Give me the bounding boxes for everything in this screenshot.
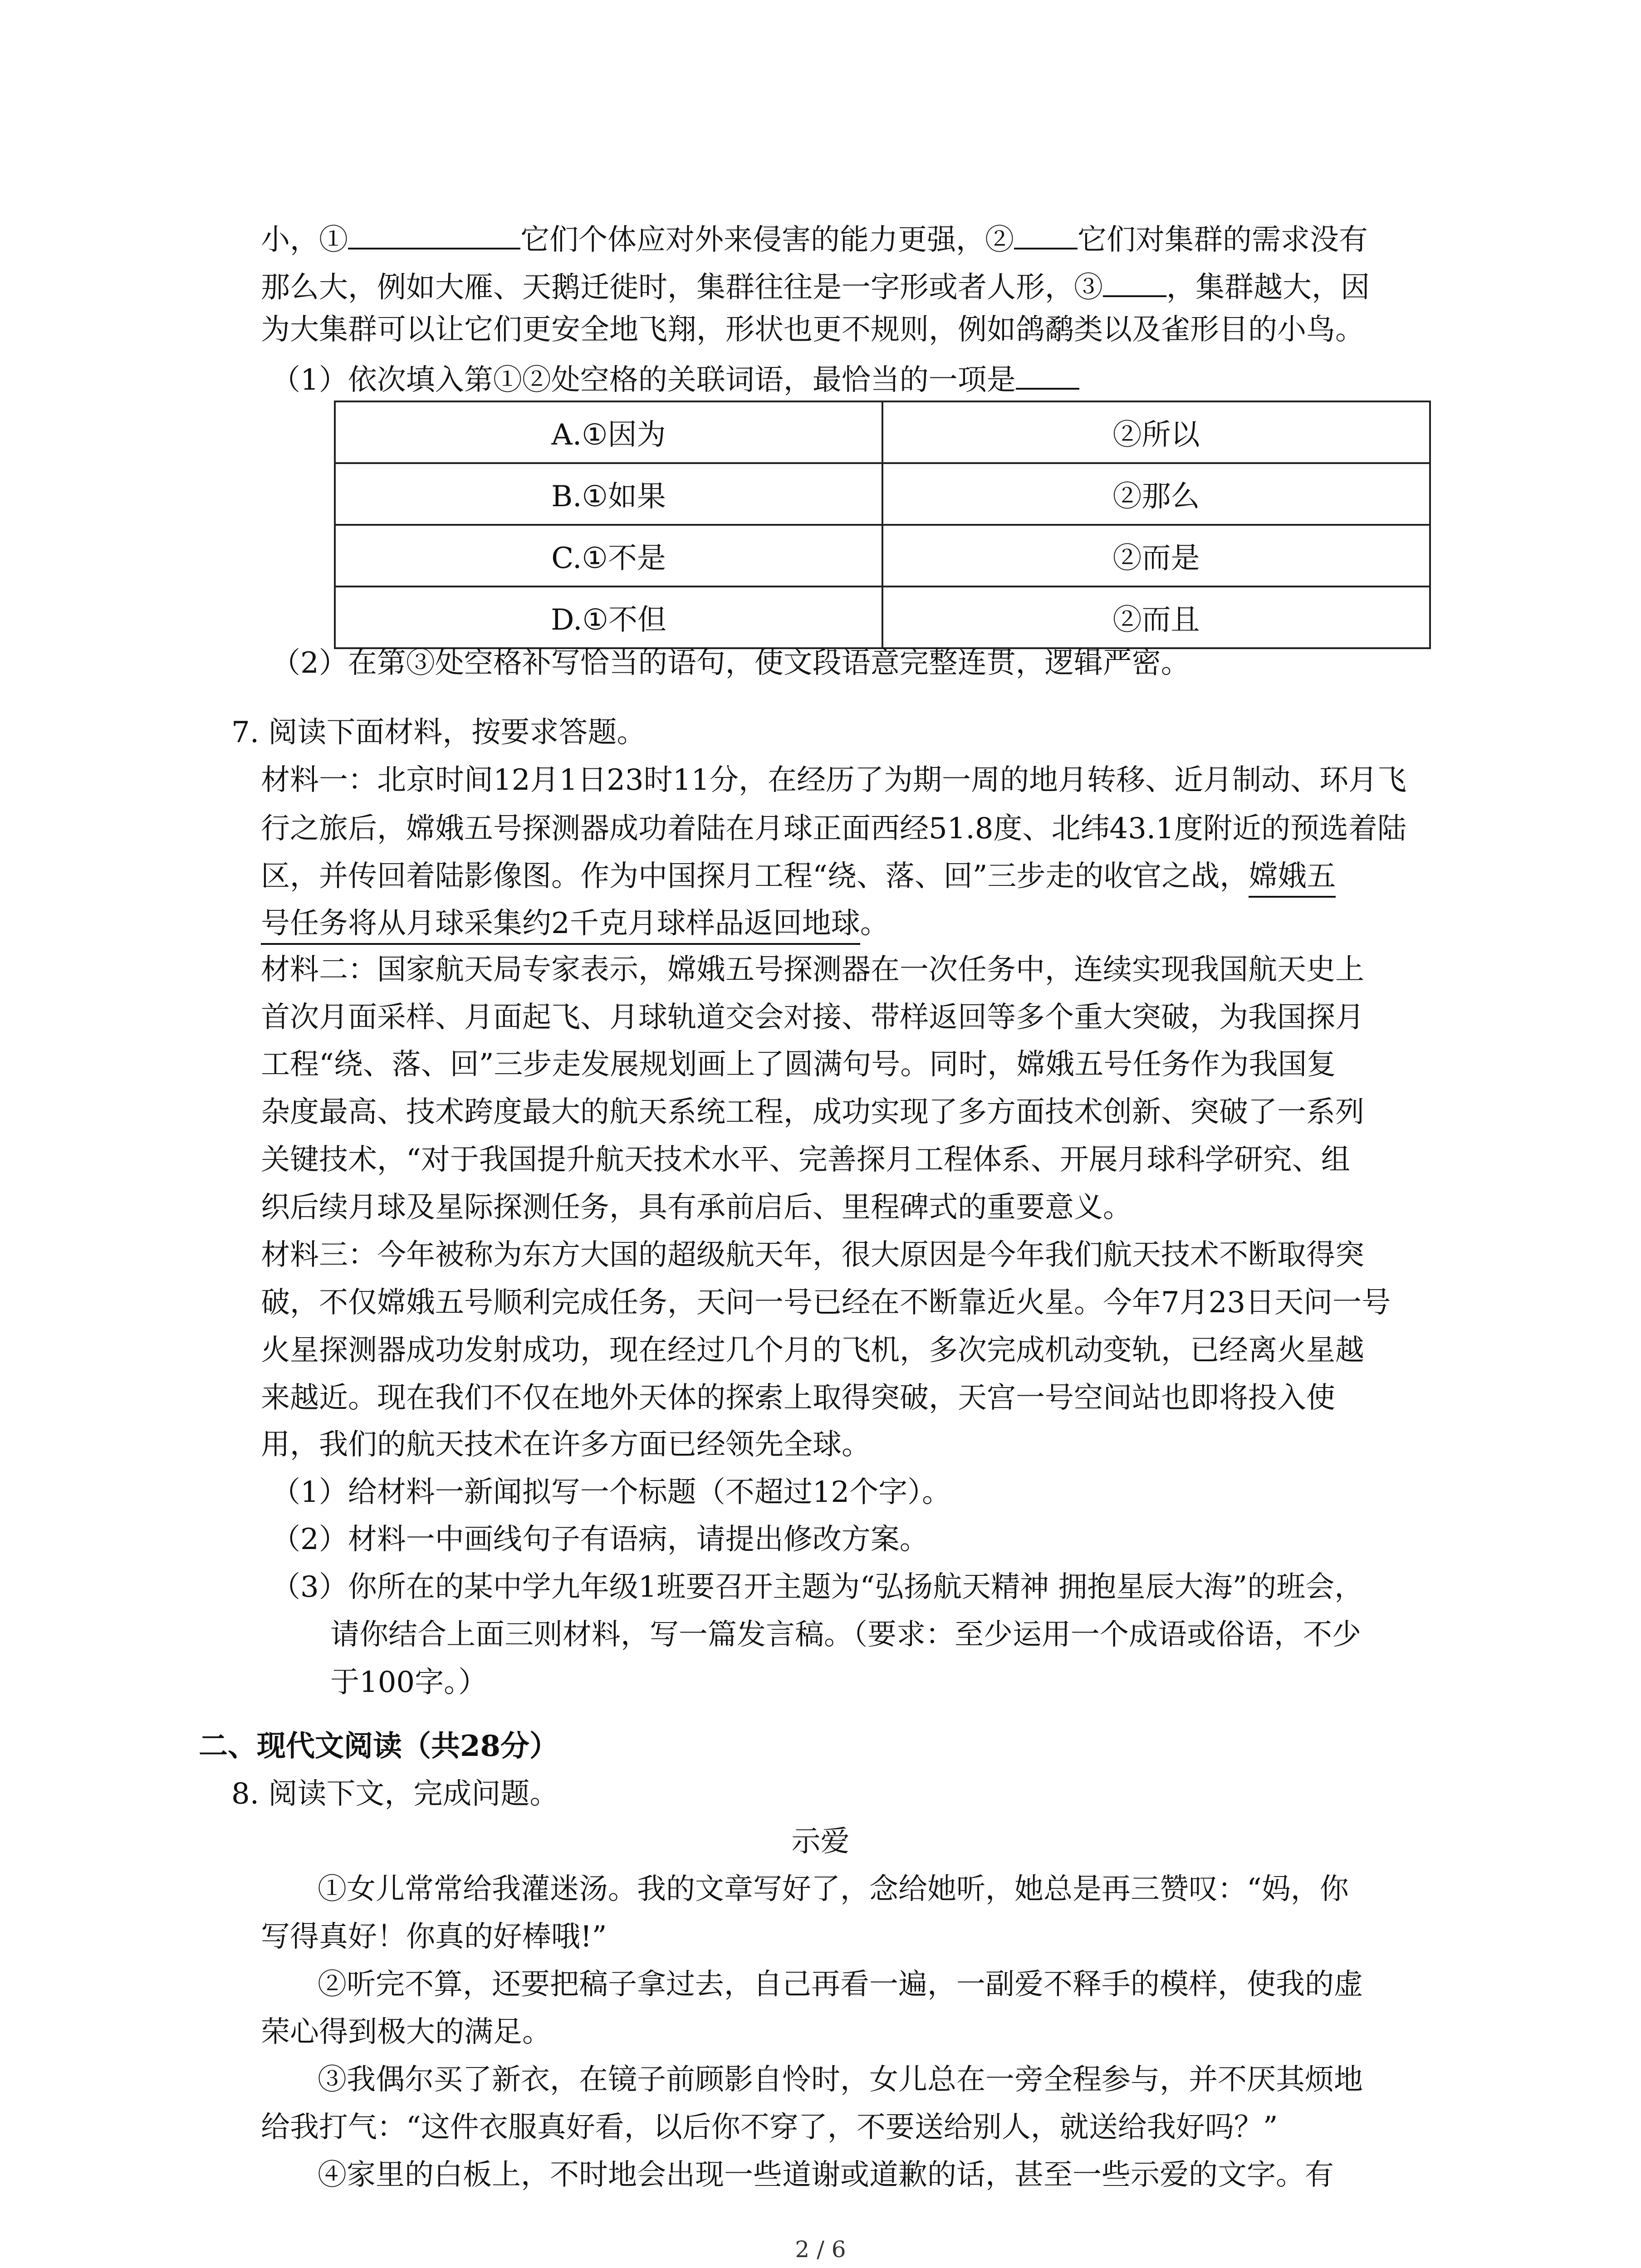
blank-1 xyxy=(348,220,520,249)
text-fragment: 它们个体应对外来侵害的能力更强，② xyxy=(520,223,1014,257)
subquestion-3-line: 请你结合上面三则材料，写一篇发言稿。（要求：至少运用一个成语或俗语，不少 xyxy=(330,1618,1361,1652)
options-table xyxy=(334,401,1431,649)
underlined-sentence: 号任务将从月球采集约2千克月球样品返回地球 xyxy=(261,907,860,945)
option-d-right: ②而且 xyxy=(882,587,1430,648)
passage-line: ④家里的白板上，不时地会出现一些道谢或道歉的话，甚至一些示爱的文字。有 xyxy=(318,2158,1334,2192)
text-fragment: ，集群越大，因 xyxy=(1166,271,1370,304)
table-row xyxy=(335,525,1430,587)
text-line: 为大集群可以让它们更安全地飞翔，形状也更不规则，例如鸽鹬类以及雀形目的小鸟。 xyxy=(261,313,1364,347)
text-line xyxy=(261,268,1370,302)
material-1-line xyxy=(261,909,889,938)
material-2-line: 首次月面采样、月面起飞、月球轨道交会对接、带样返回等多个重大突破，为我国探月 xyxy=(261,1001,1364,1034)
text-fragment: 。 xyxy=(860,907,889,940)
passage-line: ③我偶尔买了新衣，在镜子前顾影自怜时，女儿总在一旁全程参与，并不厌其烦地 xyxy=(318,2063,1363,2097)
material-3-line: 用，我们的航天技术在许多方面已经领先全球。 xyxy=(261,1428,871,1461)
material-2-line: 材料二：国家航天局专家表示，嫦娥五号探测器在一次任务中，连续实现我国航天史上 xyxy=(261,953,1364,987)
material-2-line: 织后续月球及星际探测任务，具有承前启后、里程碑式的重要意义。 xyxy=(261,1191,1132,1224)
blank-2 xyxy=(1014,220,1078,249)
option-a-right: ②所以 xyxy=(882,401,1430,463)
subquestion-1: （1）给材料一新闻拟写一个标题（不超过12个字）。 xyxy=(271,1476,951,1509)
passage-title: 示爱 xyxy=(791,1825,850,1858)
passage-line: 写得真好！你真的好棒哦!” xyxy=(261,1920,607,1954)
material-3-line: 来越近。现在我们不仅在地外天体的探索上取得突破，天宫一号空间站也即将投入使 xyxy=(261,1381,1335,1415)
section-heading: 二、现代文阅读（共28分） xyxy=(199,1729,559,1763)
passage-line: ①女儿常常给我灌迷汤。我的文章写好了，念给她听，她总是再三赞叹：“妈，你 xyxy=(318,1872,1349,1906)
passage-line: 给我打气：“这件衣服真好看，以后你不穿了，不要送给别人，就送给我好吗？” xyxy=(261,2111,1278,2144)
material-3-line: 火星探测器成功发射成功，现在经过几个月的飞机，多次完成机动变轨，已经离火星越 xyxy=(261,1334,1364,1367)
underlined-sentence: 嫦娥五 xyxy=(1249,860,1336,898)
question-1 xyxy=(271,361,1079,395)
subquestion-2: （2）材料一中画线句子有语病，请提出修改方案。 xyxy=(271,1523,929,1556)
page-number: 2 / 6 xyxy=(795,2236,846,2263)
text-line xyxy=(261,220,1368,257)
passage-line: 荣心得到极大的满足。 xyxy=(261,2015,551,2049)
option-d-left: D.①不但 xyxy=(335,587,882,648)
blank-3 xyxy=(1103,268,1166,297)
text-fragment: 它们对集群的需求没有 xyxy=(1078,223,1368,257)
material-1-line xyxy=(261,862,1336,891)
table-row xyxy=(335,587,1430,648)
material-1-line: 行之旅后，嫦娥五号探测器成功着陆在月球正面西经51.8度、北纬43.1度附近的预选着陆 xyxy=(261,812,1406,846)
option-c-left: C.①不是 xyxy=(335,525,882,587)
subquestion-3: （3）你所在的某中学九年级1班要召开主题为“弘扬航天精神 拥抱星辰大海”的班会， xyxy=(271,1570,1364,1604)
question-2: （2）在第③处空格补写恰当的语句，使文段语意完整连贯，逻辑严密。 xyxy=(271,646,1190,680)
table-row xyxy=(335,401,1430,463)
option-b-right: ②那么 xyxy=(882,463,1430,525)
material-1-line: 材料一：北京时间12月1日23时11分，在经历了为期一周的地月转移、近月制动、环月飞 xyxy=(261,763,1407,797)
option-b-left: B.①如果 xyxy=(335,463,882,525)
material-2-line: 工程“绕、落、回”三步走发展规划画上了圆满句号。同时，嫦娥五号任务作为我国复 xyxy=(261,1048,1336,1081)
question-7: 7. 阅读下面材料，按要求答题。 xyxy=(231,716,646,749)
option-a-left: A.①因为 xyxy=(335,401,882,463)
question-8: 8. 阅读下文，完成问题。 xyxy=(231,1777,559,1811)
material-3-line: 破，不仅嫦娥五号顺利完成任务，天问一号已经在不断靠近火星。今年7月23日天问一号 xyxy=(261,1286,1391,1320)
option-c-right: ②而是 xyxy=(882,525,1430,587)
material-2-line: 关键技术，“对于我国提升航天技术水平、完善探月工程体系、开展月球科学研究、组 xyxy=(261,1143,1350,1177)
passage-line: ②听完不算，还要把稿子拿过去，自己再看一遍，一副爱不释手的模样，使我的虚 xyxy=(318,1968,1363,2001)
subquestion-3-line: 于100字。） xyxy=(330,1666,488,1699)
text-fragment: 小，① xyxy=(261,223,348,257)
question-text: （1）依次填入第①②处空格的关联词语，最恰当的一项是 xyxy=(271,363,1016,397)
material-2-line: 杂度最高、技术跨度最大的航天系统工程，成功实现了多方面技术创新、突破了一系列 xyxy=(261,1095,1364,1129)
material-3-line: 材料三：今年被称为东方大国的超级航天年，很大原因是今年我们航天技术不断取得突 xyxy=(261,1238,1364,1272)
answer-blank xyxy=(1016,361,1079,390)
text-fragment: 那么大，例如大雁、天鹅迁徙时，集群往往是一字形或者人形，③ xyxy=(261,271,1103,304)
table-row xyxy=(335,463,1430,525)
text-fragment: 区，并传回着陆影像图。作为中国探月工程“绕、落、回”三步走的收官之战， xyxy=(261,860,1249,893)
